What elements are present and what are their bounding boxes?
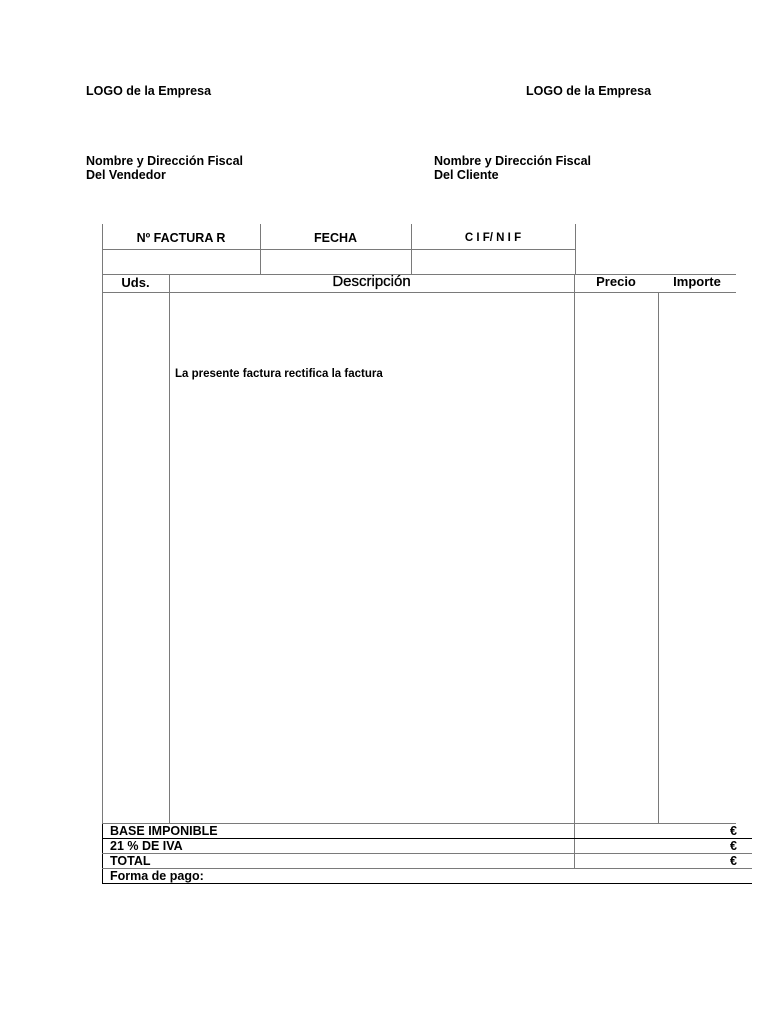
seller-line-1: Nombre y Dirección Fiscal	[86, 154, 244, 168]
base-currency: €	[730, 824, 737, 838]
invoice-number-value[interactable]	[103, 250, 260, 273]
seller-name-address	[86, 154, 243, 182]
units-column-area[interactable]	[103, 293, 169, 823]
client-line-2: Del Cliente	[434, 168, 499, 182]
vat-label: 21 % DE IVA	[110, 839, 183, 853]
price-header: Precio	[596, 274, 636, 289]
grid-line	[575, 224, 576, 274]
client-name-address	[434, 154, 591, 182]
units-header: Uds.	[121, 275, 150, 290]
logo-right: LOGO de la Empresa	[526, 84, 652, 98]
base-label: BASE IMPONIBLE	[110, 824, 218, 838]
client-line-1: Nombre y Dirección Fiscal	[434, 154, 592, 168]
price-column-area[interactable]	[575, 293, 658, 823]
payment-method-label: Forma de pago:	[110, 869, 204, 883]
total-label: TOTAL	[110, 854, 151, 868]
grid-line	[574, 824, 575, 868]
payment-method-field[interactable]	[215, 869, 735, 883]
vat-currency: €	[730, 839, 737, 853]
grid-line	[102, 824, 103, 884]
tax-id-header: C I F/ N I F	[464, 232, 522, 244]
amount-header: Importe	[673, 274, 721, 289]
seller-line-2: Del Vendedor	[86, 168, 166, 182]
invoice-number-header: Nº FACTURA R	[136, 231, 226, 245]
tax-id-value[interactable]	[412, 250, 575, 273]
logo-left: LOGO de la Empresa	[86, 84, 212, 98]
grid-line	[102, 883, 752, 884]
total-amount-field[interactable]	[576, 854, 726, 868]
base-amount-field[interactable]	[576, 824, 726, 838]
amount-column-area[interactable]	[659, 293, 736, 823]
description-header: Descripción	[332, 273, 411, 290]
rectification-note: La presente factura rectifica la factura	[175, 368, 383, 380]
total-currency: €	[730, 854, 737, 868]
vat-amount-field[interactable]	[576, 839, 726, 853]
date-header: FECHA	[313, 231, 358, 245]
date-value[interactable]	[261, 250, 411, 273]
